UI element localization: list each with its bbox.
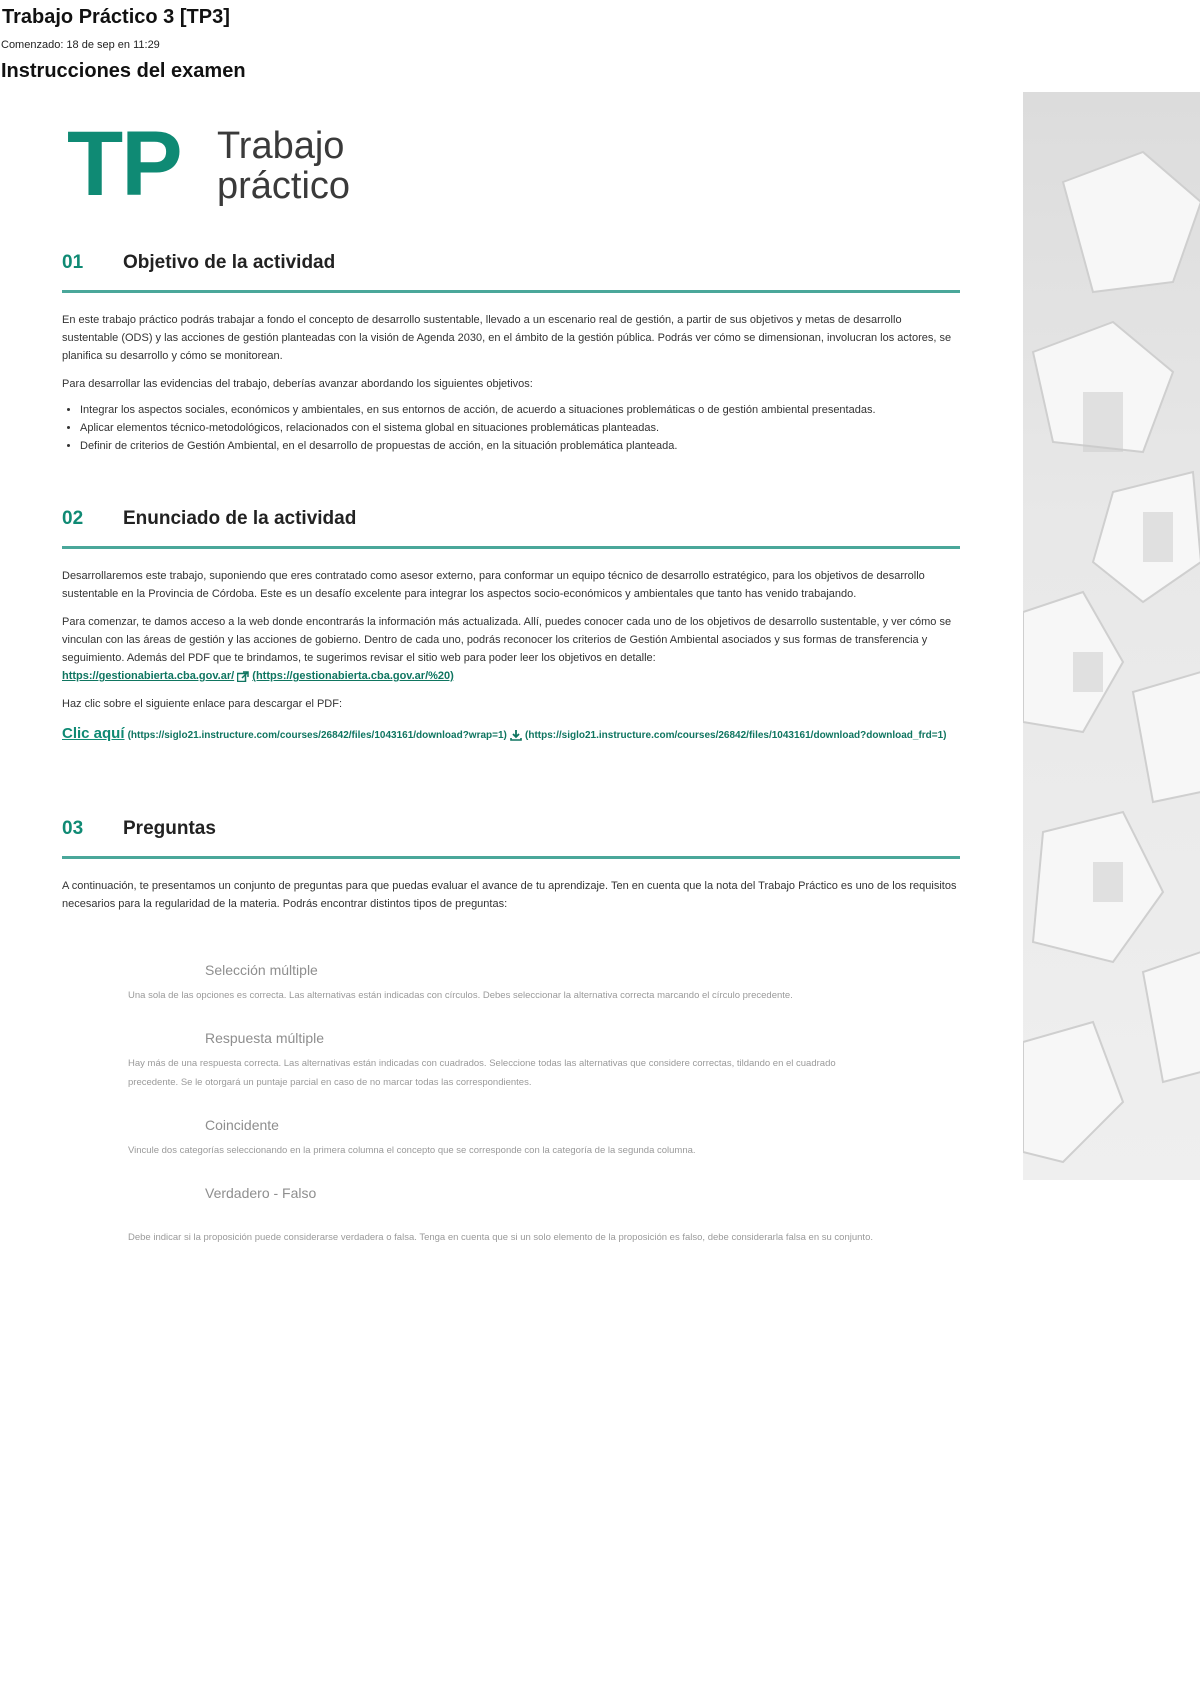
section-number: 02 bbox=[62, 508, 84, 529]
question-type-description: Una sola de las opciones es correcta. Las alternativas están indicadas con círculos. Debes seleccionar la alternativa correcta marcando el círculo precedente. bbox=[128, 990, 793, 1001]
section-enunciado bbox=[62, 508, 960, 747]
list-item: • Aplicar elementos técnico-metodológicos, relacionados con el sistema global en situaciones problemáticas planteadas. bbox=[80, 419, 960, 437]
question-type-name: Coincidente bbox=[205, 1117, 279, 1133]
section-paragraph: Haz clic sobre el siguiente enlace para descargar el PDF: bbox=[62, 698, 343, 710]
pdf-wrap-link[interactable]: (https://siglo21.instructure.com/courses/26842/files/1043161/download?wrap=1) bbox=[127, 730, 507, 741]
started-timestamp: Comenzado: 18 de sep en 11:29 bbox=[1, 39, 160, 51]
section-number: 01 bbox=[62, 252, 84, 273]
section-objetivo bbox=[62, 252, 960, 455]
section-paragraph: En este trabajo práctico podrás trabajar a fondo el concepto de desarrollo sustentable, llevado a un escenario real de gestión, a partir de sus objetivos y metas de desarrollo sustentable (ODS) y las acciones de gestión planteadas con la visión de Agenda 2030, en el ámbito de la gestión pública. Podrás ver cómo se dimensionan, involucran los actores, se planifica su desarrollo y cómo se monitorean. bbox=[62, 314, 952, 362]
objectives-list bbox=[62, 401, 960, 455]
page-title: Trabajo Práctico 3 [TP3] bbox=[2, 6, 230, 28]
question-type-description: Debe indicar si la proposición puede considerarse verdadera o falsa. Tenga en cuenta que si un solo elemento de la proposición es falso, debe considerarla falsa en su conjunto. bbox=[128, 1232, 873, 1243]
logo-initials: TP bbox=[67, 113, 181, 215]
gestion-abierta-link[interactable]: https://gestionabierta.cba.gov.ar/ bbox=[62, 670, 235, 682]
download-icon[interactable] bbox=[510, 730, 522, 741]
external-link-icon bbox=[237, 671, 249, 682]
section-title: Preguntas bbox=[123, 818, 216, 839]
logo-word-practico: práctico bbox=[217, 165, 351, 207]
list-item: • Definir de criterios de Gestión Ambiental, en el desarrollo de propuestas de acción, en la situación problemática planteada. bbox=[80, 437, 960, 455]
question-type-name: Selección múltiple bbox=[205, 962, 318, 978]
decorative-architecture-image bbox=[1023, 92, 1200, 1180]
paragraph-text: Para comenzar, te damos acceso a la web donde encontrarás la información más actualizada. Allí, puedes conocer cada uno de los objetivos de desarrollo sustentable, y ver cómo se vinculan con las áreas de gestión y las acciones de gobierno. Dentro de cada uno, podrás reconocer los criterios de Gestión Ambiental asociados y sus formas de transferencia y seguimiento. Además del PDF que te brindamos, te sugerimos revisar el sitio web para poder leer los objetivos en detalle: bbox=[62, 616, 952, 664]
section-paragraph: Desarrollaremos este trabajo, suponiendo que eres contratado como asesor externo, para conformar un equipo técnico de desarrollo estratégico, para los objetivos de desarrollo sustentable en la Provincia de Córdoba. Este es un desafío excelente para integrar los aspectos socio-económicos y ambientales que tanto has venido trabajando. bbox=[62, 570, 925, 600]
logo-word-trabajo: Trabajo bbox=[217, 125, 345, 167]
clic-aqui-link[interactable]: Clic aquí bbox=[62, 725, 125, 742]
section-preguntas bbox=[62, 818, 960, 913]
question-type-name: Respuesta múltiple bbox=[205, 1030, 325, 1046]
instructions-heading: Instrucciones del examen bbox=[1, 60, 246, 82]
section-paragraph bbox=[62, 613, 960, 685]
section-number: 03 bbox=[62, 818, 84, 839]
section-paragraph: Para desarrollar las evidencias del trabajo, deberías avanzar abordando los siguientes objetivos: bbox=[62, 378, 533, 390]
section-title: Enunciado de la actividad bbox=[123, 508, 357, 529]
question-type-description: Vincule dos categorías seleccionando en la primera columna el concepto que se corresponde con la categoría de la segunda columna. bbox=[128, 1145, 696, 1156]
question-type-description: Hay más de una respuesta correcta. Las alternativas están indicadas con cuadrados. Seleccione todas las alternativas que considere correctas, tildando en el cuadrado precedente. Se le otorgará un puntaje parcial en caso de no marcar todas las correspondientes. bbox=[128, 1058, 836, 1088]
section-paragraph: A continuación, te presentamos un conjunto de preguntas para que puedas evaluar el avance de tu aprendizaje. Ten en cuenta que la nota del Trabajo Práctico es uno de los requisitos necesarios para la regularidad de la materia. Podrás encontrar distintos tipos de preguntas: bbox=[62, 880, 957, 910]
section-title: Objetivo de la actividad bbox=[123, 252, 336, 273]
list-item: • Integrar los aspectos sociales, económicos y ambientales, en sus entornos de acción, de acuerdo a situaciones problemáticas o de gestión ambiental presentadas. bbox=[80, 401, 960, 419]
pdf-download-link[interactable]: (https://siglo21.instructure.com/courses/26842/files/1043161/download?download_frd=1) bbox=[525, 730, 947, 741]
question-type-name: Verdadero - Falso bbox=[205, 1185, 317, 1201]
gestion-abierta-alt-link[interactable]: (https://gestionabierta.cba.gov.ar/%20) bbox=[252, 670, 454, 682]
download-links bbox=[62, 723, 960, 747]
